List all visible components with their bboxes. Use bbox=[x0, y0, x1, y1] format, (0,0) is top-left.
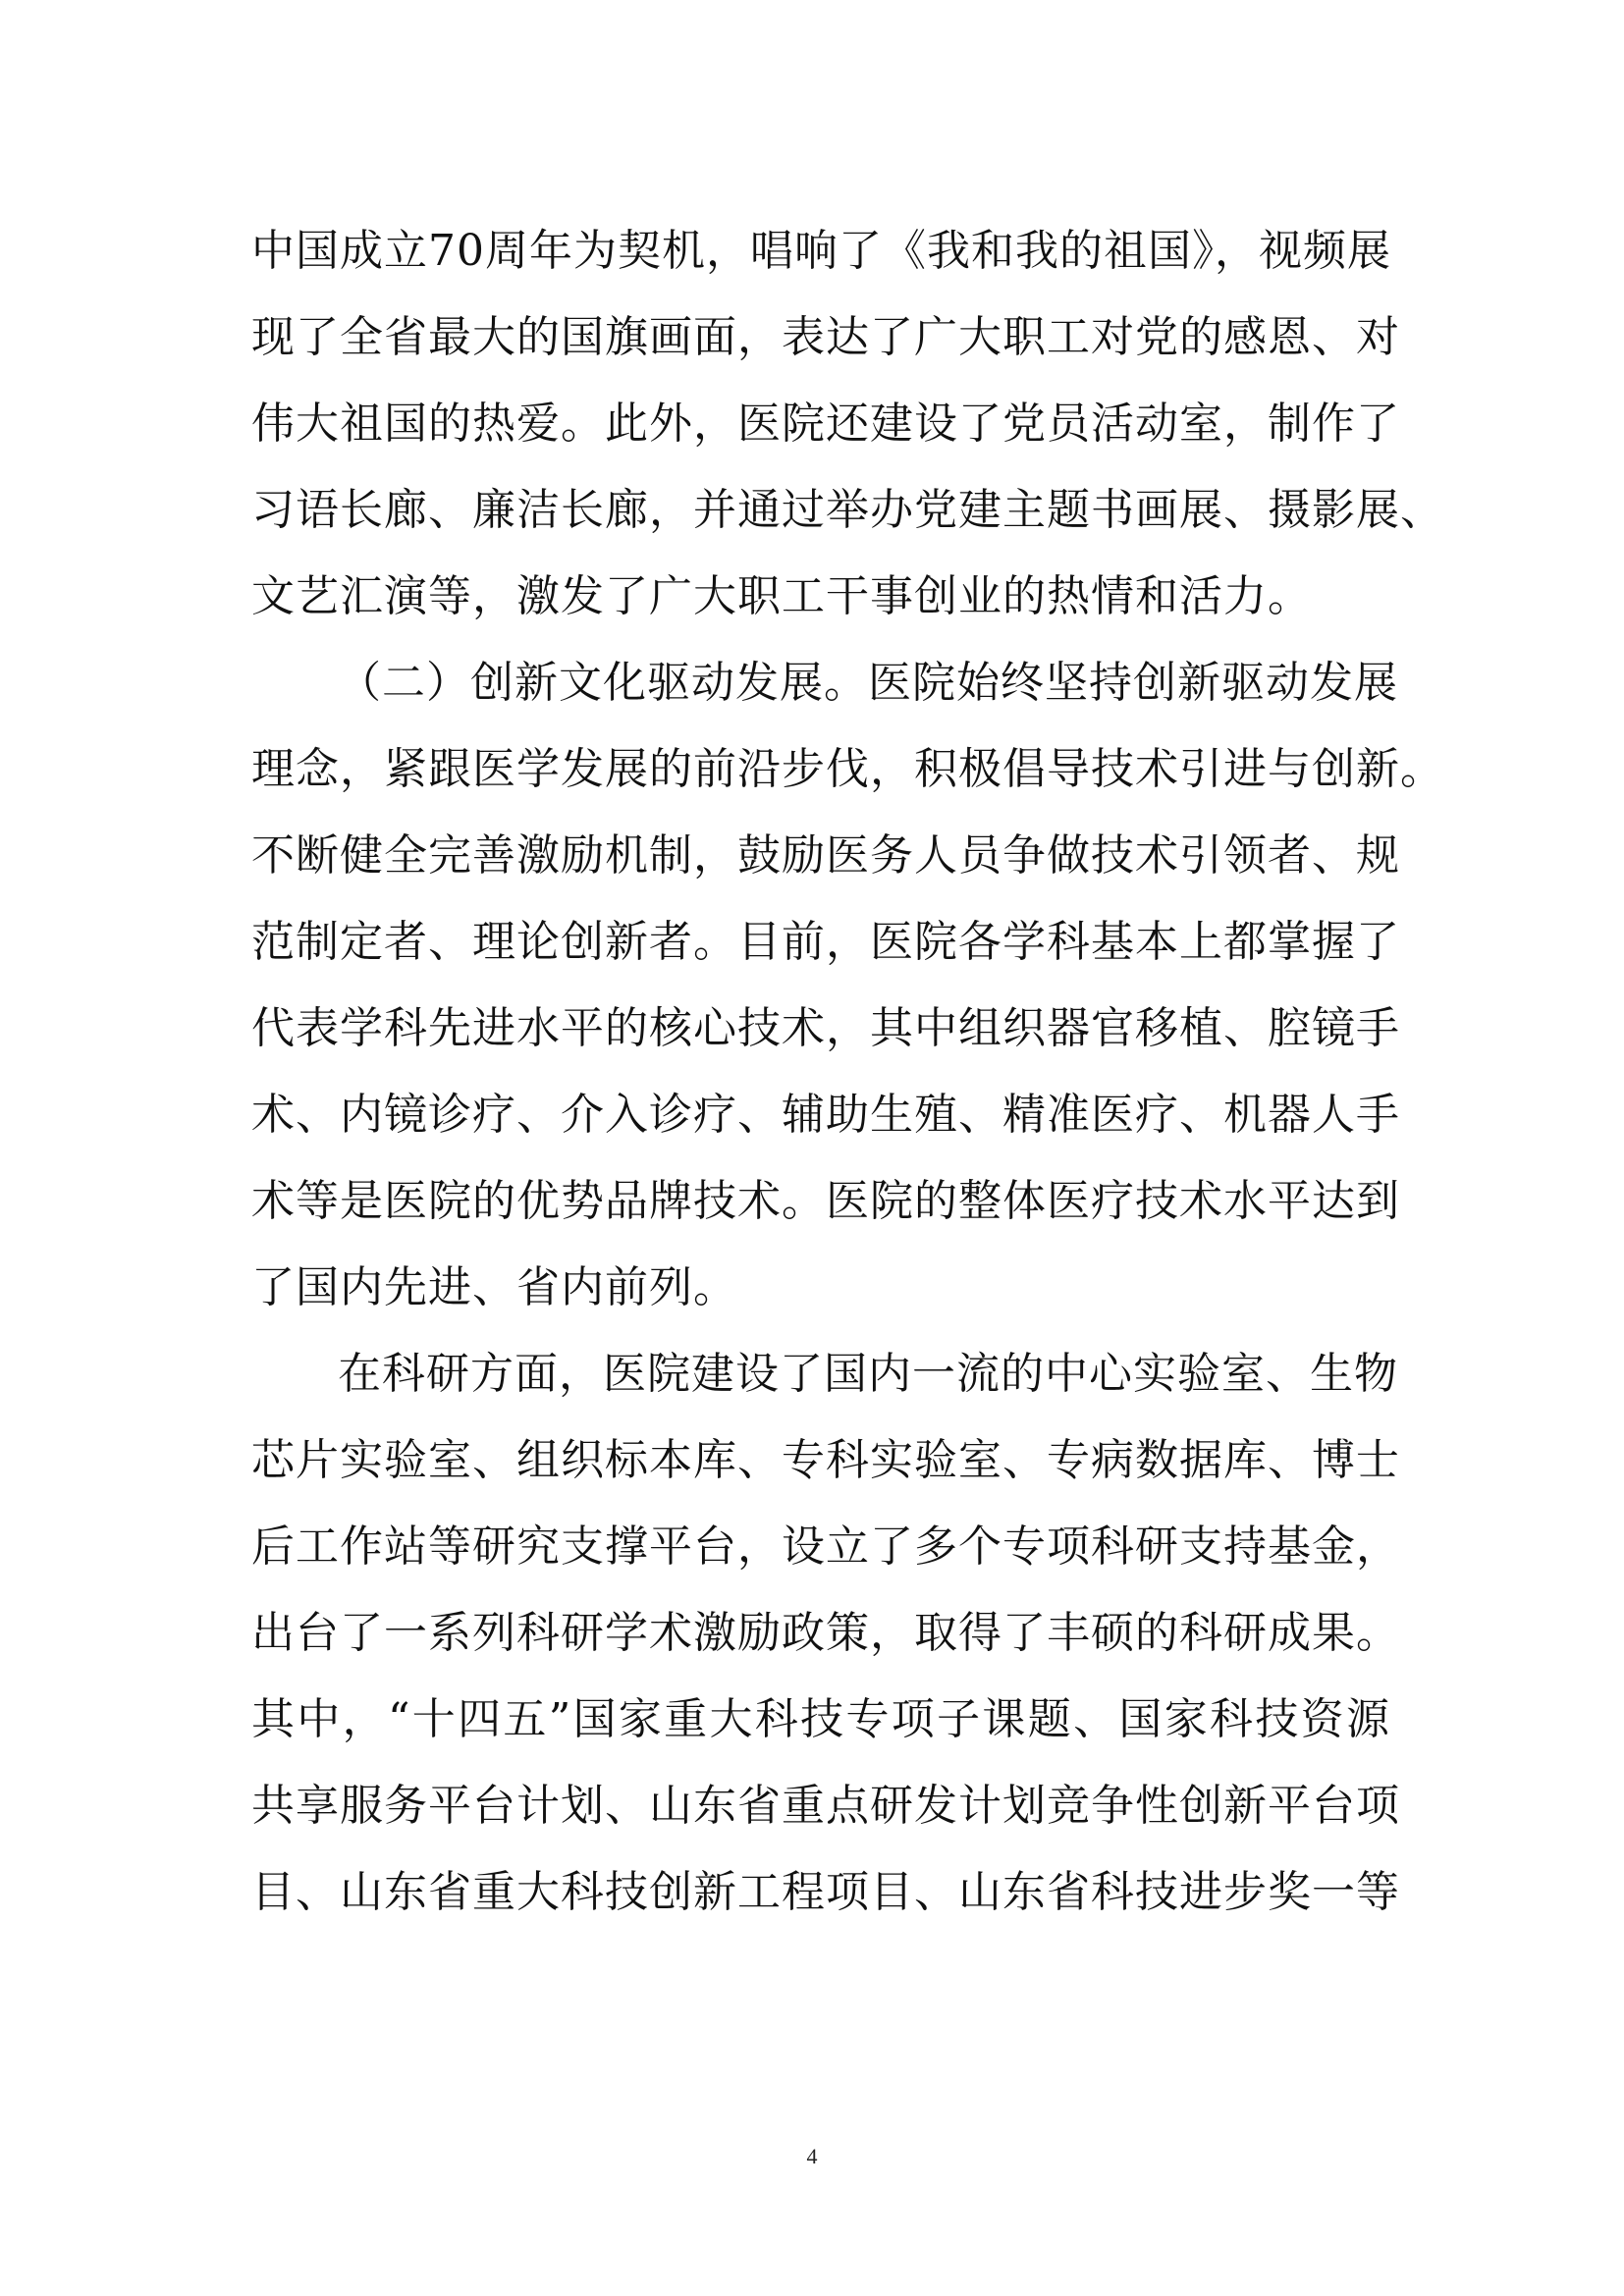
text-line: 中国成立70周年为契机，唱响了《我和我的祖国》，视频展 bbox=[251, 226, 1391, 276]
text-line: 不断健全完善激励机制，鼓励医务人员争做技术引领者、规 bbox=[251, 830, 1400, 881]
text-line: 出台了一系列科研学术激励政策，取得了丰硕的科研成果。 bbox=[251, 1608, 1400, 1658]
text-line: 共享服务平台计划、山东省重点研发计划竞争性创新平台项 bbox=[251, 1781, 1400, 1831]
text-line: 理念，紧跟医学发展的前沿步伐，积极倡导技术引进与创新。 bbox=[251, 744, 1444, 794]
text-line: 代表学科先进水平的核心技术，其中组织器官移植、腔镜手 bbox=[251, 1003, 1400, 1053]
text-line: 习语长廊、廉洁长廊，并通过举办党建主题书画展、摄影展、 bbox=[251, 485, 1444, 535]
text-line: 目、山东省重大科技创新工程项目、山东省科技进步奖一等 bbox=[251, 1867, 1400, 1917]
text-line: 芯片实验室、组织标本库、专科实验室、专病数据库、博士 bbox=[251, 1435, 1400, 1485]
section-heading-line: （二）创新文化驱动发展。医院始终坚持创新驱动发展 bbox=[338, 658, 1398, 708]
text-line: 术、内镜诊疗、介入诊疗、辅助生殖、精准医疗、机器人手 bbox=[251, 1090, 1400, 1140]
text-line: 范制定者、理论创新者。目前，医院各学科基本上都掌握了 bbox=[251, 917, 1400, 967]
text-line: 伟大祖国的热爱。此外，医院还建设了党员活动室，制作了 bbox=[251, 399, 1400, 449]
text-line: 其中，“十四五”国家重大科技专项子课题、国家科技资源 bbox=[251, 1694, 1390, 1744]
text-line: 术等是医院的优势品牌技术。医院的整体医疗技术水平达到 bbox=[251, 1176, 1400, 1226]
text-line: 现了全省最大的国旗画面，表达了广大职工对党的感恩、对 bbox=[251, 312, 1400, 362]
paragraph-start-line: 在科研方面，医院建设了国内一流的中心实验室、生物 bbox=[338, 1349, 1398, 1399]
text-line: 后工作站等研究支撑平台，设立了多个专项科研支持基金， bbox=[251, 1522, 1400, 1572]
body-text bbox=[251, 208, 1444, 1936]
text-line: 了国内先进、省内前列。 bbox=[251, 1262, 737, 1312]
page-number: 4 bbox=[806, 2144, 818, 2168]
text-line: 文艺汇演等，激发了广大职工干事创业的热情和活力。 bbox=[251, 571, 1312, 621]
